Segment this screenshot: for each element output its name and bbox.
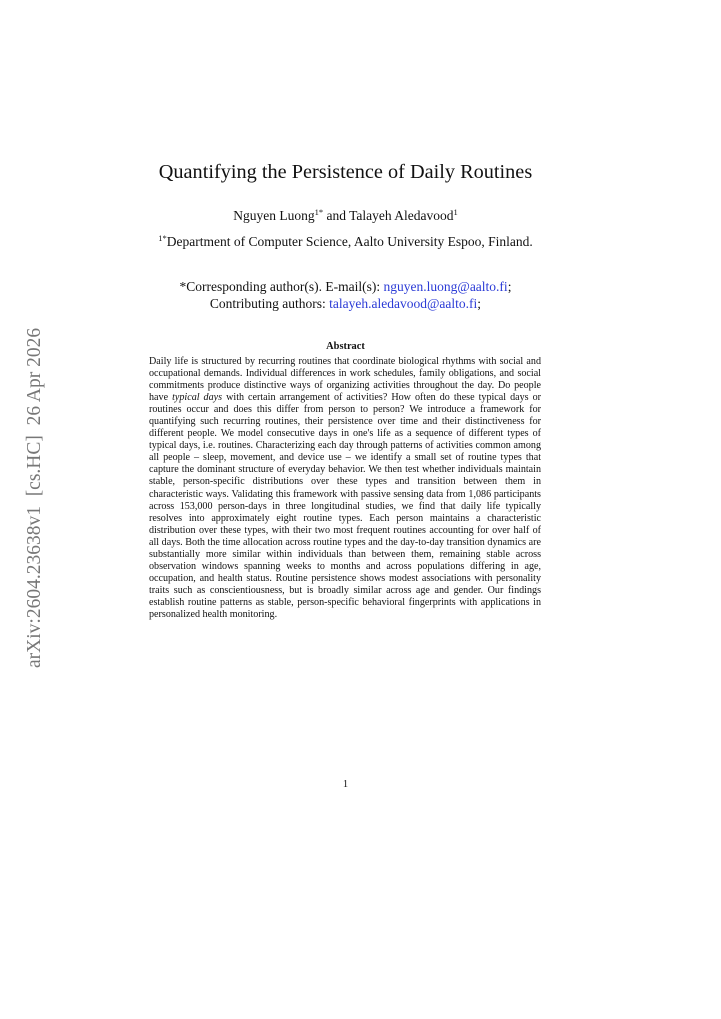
author-name: Nguyen Luong bbox=[233, 208, 315, 223]
page-number: 1 bbox=[342, 779, 349, 790]
contributing-author-label: Contributing authors: bbox=[209, 296, 330, 311]
author-line bbox=[0, 208, 691, 224]
arxiv-identifier-text: arXiv:2604.23638v1 [cs.HC] 26 Apr 2026 bbox=[24, 327, 45, 668]
author-conjunction: and bbox=[323, 208, 350, 223]
abstract-body bbox=[149, 356, 541, 621]
contributing-suffix: ; bbox=[477, 296, 482, 311]
corresponding-author-label: *Corresponding author(s). E-mail(s): bbox=[179, 279, 384, 294]
author-superscript: 1* bbox=[314, 207, 324, 217]
abstract-heading: Abstract bbox=[326, 341, 365, 352]
author-superscript: 1 bbox=[453, 207, 458, 217]
contributing-author-line bbox=[0, 296, 691, 312]
author-name: Talayeh Aledavood bbox=[349, 208, 454, 223]
affiliation-superscript: 1* bbox=[158, 233, 167, 243]
affiliation bbox=[0, 234, 691, 250]
abstract-text: with certain arrangement of activities? How often do these typical days or routines occur and does this differ from person to person? We introduce a framework for quantifying such recurring routines, their persistence over time and their distinctiveness for different people. We model consecutive days in one's life as a sequence of different types of typical days, i.e. routines. Characterizing each day through patterns of activities common among all people – sleep, movement, and device use – we identify a small set of routine types that capture the dominant structure of everyday behavior. We then test whether individuals maintain stable, person-specific distributions over these types and transition between them in characteristic ways. Validating this framework with passive sensing data from 1,086 participants across 153,000 person-days in three longitudinal studies, we find that daily life typically resolves into approximately eight routine types. Each person maintains a characteristic distribution over these types, with their two most frequent routines accounting for over half of all days. Both the time allocation across routine types and the day-to-day transition dynamics are substantially more similar within individuals than between them, remaining stable across observation windows spanning weeks to months and across populations differing in age, occupation, and health status. Routine persistence shows modest associations with personality traits such as conscientiousness, but is broadly similar across age and gender. Our findings establish routine patterns as stable, person-specific behavioral fingerprints with applications in personalized health monitoring. bbox=[149, 392, 542, 620]
corresponding-email-link[interactable]: nguyen.luong@aalto.fi bbox=[383, 279, 508, 294]
paper-title: Quantifying the Persistence of Daily Routines bbox=[158, 161, 533, 183]
corresponding-suffix: ; bbox=[507, 279, 512, 294]
affiliation-text: Department of Computer Science, Aalto University Espoo, Finland. bbox=[166, 234, 533, 249]
abstract-emphasis: typical days bbox=[172, 392, 223, 404]
abstract-text: Daily life is structured by recurring routines that coordinate biological rhythms with social and occupational demands. Individual differences in work schedules, family obligations, and social commitments produce distinctive ways of organizing activities throughout the day. Do people have bbox=[149, 356, 541, 404]
contributing-email-link[interactable]: talayeh.aledavood@aalto.fi bbox=[329, 296, 478, 311]
corresponding-author-line bbox=[0, 279, 691, 295]
